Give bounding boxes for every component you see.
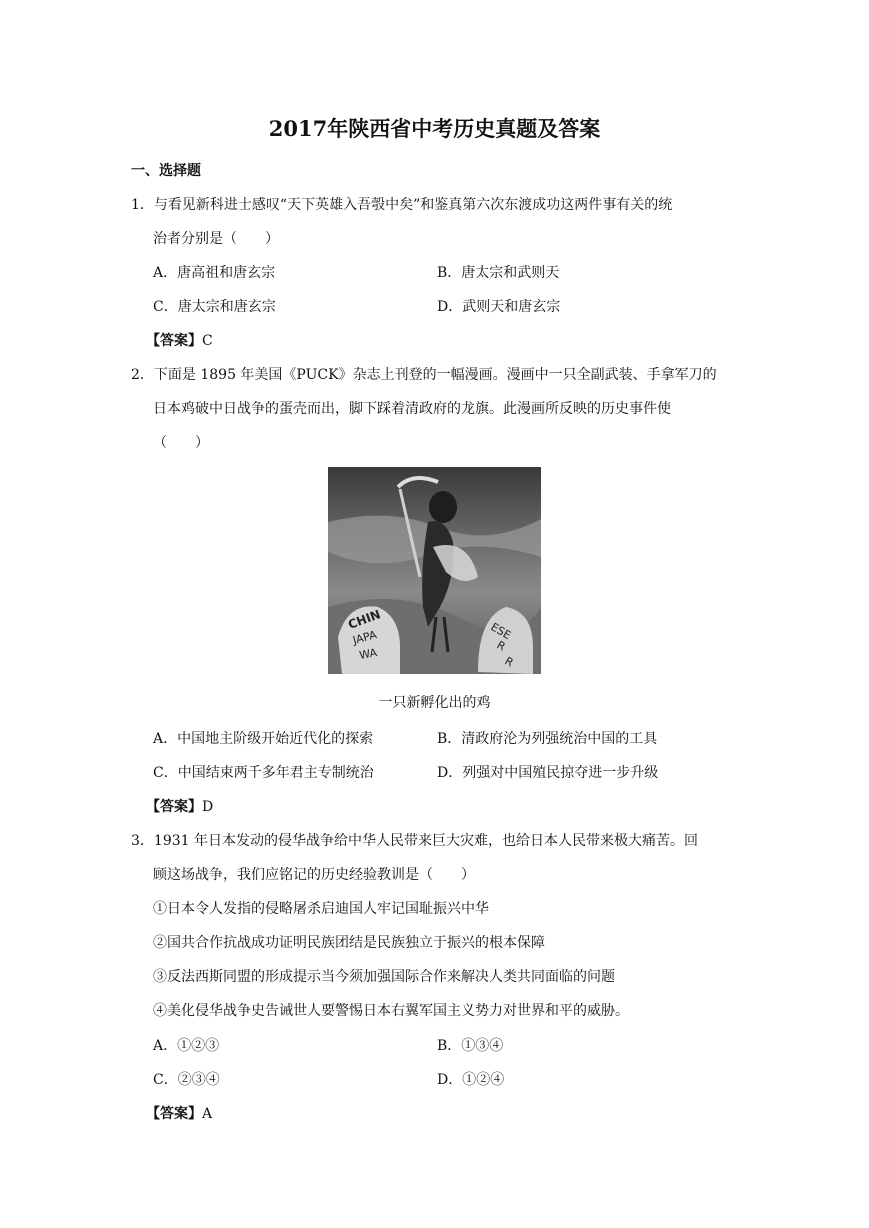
question-1-option-a: A．唐高祖和唐玄宗 bbox=[153, 265, 276, 281]
image-caption: 一只新孵化出的鸡 bbox=[378, 695, 491, 711]
question-3-option-b: B．①③④ bbox=[437, 1038, 504, 1054]
question-3-statement-1: ①日本令人发指的侵略屠杀启迪国人牢记国耻振兴中华 bbox=[153, 901, 489, 917]
question-2-answer bbox=[146, 796, 213, 816]
question-3-statement-4: ④美化侵华战争史告诫世人要警惕日本右翼军国主义势力对世界和平的威胁。 bbox=[153, 1003, 629, 1019]
question-1-option-d: D．武则天和唐玄宗 bbox=[437, 299, 561, 315]
question-1-line-1: 1．与看见新科进士感叹“天下英雄入吾彀中矣”和鉴真第六次东渡成功这两件事有关的统 bbox=[131, 197, 673, 213]
question-3-line-2: 顾这场战争，我们应铭记的历史经验教训是（ ） bbox=[153, 867, 475, 883]
question-2-line-2: 日本鸡破中日战争的蛋壳而出，脚下踩着清政府的龙旗。此漫画所反映的历史事件使 bbox=[153, 401, 671, 417]
question-1-option-b: B．唐太宗和武则天 bbox=[437, 265, 560, 281]
answer-value: A bbox=[202, 1106, 213, 1122]
question-1-line-2: 治者分别是（ ） bbox=[153, 231, 279, 247]
shell-right-text-2: R bbox=[494, 638, 508, 654]
answer-value: C bbox=[202, 333, 213, 349]
answer-label: 【答案】 bbox=[146, 799, 202, 815]
question-2-option-d: D．列强对中国殖民掠夺进一步升级 bbox=[437, 765, 659, 781]
question-3-statement-2: ②国共合作抗战成功证明民族团结是民族独立于振兴的根本保障 bbox=[153, 935, 545, 951]
section-heading: 一、选择题 bbox=[131, 163, 201, 179]
question-3-option-d: D．①②④ bbox=[437, 1072, 505, 1088]
shell-right-text-3: R bbox=[502, 654, 516, 670]
question-2-option-a: A．中国地主阶级开始近代化的探索 bbox=[153, 731, 374, 747]
question-3-answer bbox=[146, 1103, 212, 1123]
cartoon-chicken-head bbox=[429, 491, 457, 523]
answer-value: D bbox=[202, 799, 214, 815]
question-1-option-c: C．唐太宗和唐玄宗 bbox=[153, 299, 276, 315]
question-3-option-a: A．①②③ bbox=[153, 1038, 220, 1054]
cartoon-drawing bbox=[328, 467, 541, 674]
shell-left-text-2: JAPA bbox=[351, 628, 378, 647]
page-title: 2017年陕西省中考历史真题及答案 bbox=[268, 116, 601, 141]
question-2-line-1: 2．下面是 1895 年美国《PUCK》杂志上刊登的一幅漫画。漫画中一只全副武装、手拿军刀的 bbox=[131, 367, 717, 383]
answer-label: 【答案】 bbox=[146, 333, 202, 349]
question-3-line-1: 3．1931 年日本发动的侵华战争给中华人民带来巨大灾难，也给日本人民带来极大痛苦。回 bbox=[131, 833, 698, 849]
question-2-option-b: B．清政府沦为列强统治中国的工具 bbox=[437, 731, 658, 747]
shell-right-text-1: ESE bbox=[488, 620, 514, 643]
shell-left-text-1: CHIN bbox=[346, 607, 383, 632]
question-3-statement-3: ③反法西斯同盟的形成提示当今须加强国际合作来解决人类共同面临的问题 bbox=[153, 969, 615, 985]
shell-left-text-3: WA bbox=[358, 646, 379, 662]
question-3-option-c: C．②③④ bbox=[153, 1072, 220, 1088]
question-2-line-3: （ ） bbox=[153, 435, 209, 451]
puck-cartoon-image bbox=[328, 467, 541, 674]
answer-label: 【答案】 bbox=[146, 1106, 202, 1122]
question-1-answer bbox=[146, 330, 213, 350]
question-2-option-c: C．中国结束两千多年君主专制统治 bbox=[153, 765, 374, 781]
